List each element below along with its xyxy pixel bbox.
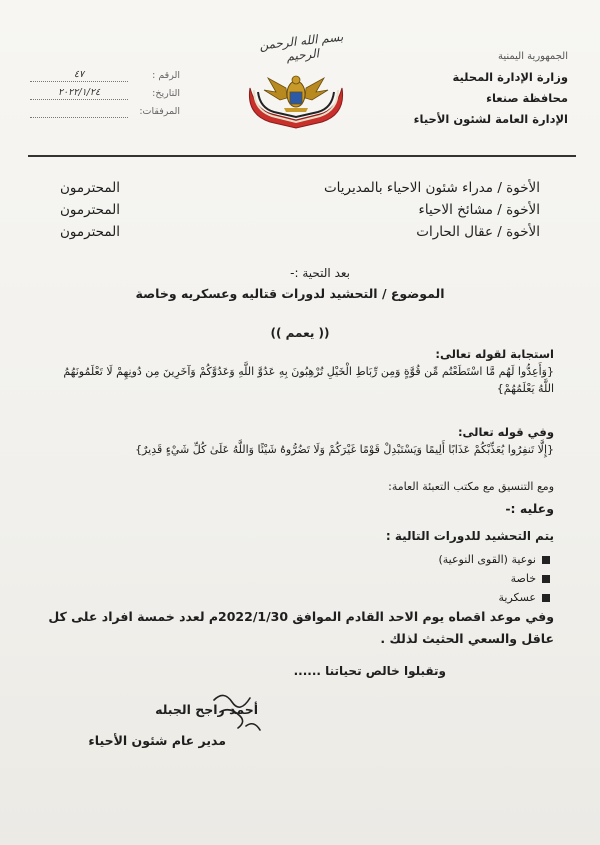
closing-paragraph: وفي موعد اقصاه يوم الاحد القادم الموافق 2022/1/30م لعدد خمسة افراد على كل عاقل والسعي الحثيث لذلك . <box>48 609 554 646</box>
reference-row <box>30 66 180 84</box>
reference-value: ٤٧ <box>30 69 128 82</box>
salutation-honorific: المحترمون <box>60 180 121 196</box>
date-value: ٢٠٢٢/١/٢٤ <box>30 87 128 100</box>
ministry-header <box>368 46 568 130</box>
subject-line: الموضوع / التحشيد لدورات قتاليه وعسكريه وخاصة <box>135 286 445 301</box>
list-item <box>350 588 550 607</box>
quote1-intro: استجابة لقوله تعالى: <box>435 347 554 361</box>
date-label: التاريخ: <box>152 87 180 99</box>
course-label: نوعية (القوى النوعية) <box>438 553 536 566</box>
course-label: خاصة <box>510 572 536 585</box>
thanks-line: وتقبلوا خالص تحياتنا ...... <box>293 664 446 678</box>
course-label: عسكرية <box>498 591 536 604</box>
governorate-name: محافظة صنعاء <box>486 91 568 105</box>
courses-intro: يتم التحشيد للدورات التالية : <box>385 529 554 543</box>
salutation-row <box>60 202 540 224</box>
quote1-paragraph <box>44 346 554 397</box>
date-row <box>30 84 180 102</box>
salutation-honorific: المحترمون <box>60 224 121 240</box>
signer-title: مدير عام شئون الأحياء <box>88 733 226 748</box>
signer-name: أحمد راجح الجبله <box>155 702 258 717</box>
header-divider <box>28 155 576 157</box>
quote2-paragraph <box>44 424 554 458</box>
greeting: بعد التحية :- <box>290 266 350 280</box>
checkbox-icon <box>542 594 550 602</box>
republic-name: الجمهورية اليمنية <box>497 51 568 62</box>
salutations <box>60 180 540 246</box>
reference-label: الرقم : <box>152 69 180 81</box>
therefore-line: وعليه :- <box>505 501 554 516</box>
salutation-honorific: المحترمون <box>60 202 121 218</box>
ministry-name: وزارة الإدارة المحلية <box>452 70 568 84</box>
attachments-value <box>30 105 128 118</box>
courses-list <box>350 550 550 607</box>
checkbox-icon <box>542 556 550 564</box>
checkbox-icon <box>542 575 550 583</box>
list-item <box>350 569 550 588</box>
basmala: بسم الله الرحمن الرحيم <box>258 29 344 64</box>
quote1-text: {وَأَعِدُّوا لَهُم مَّا اسْتَطَعْتُم مِّن قُوَّةٍ وَمِن رِّبَاطِ الْخَيْلِ تُرْهِبُونَ بِهِ عَدُوَّ اللَّهِ وَعَدُوَّكُمْ وَآخَرِينَ مِن دُونِهِمْ لَا تَعْلَمُونَهُمُ اللَّهُ يَعْلَمُهُمْ} <box>63 365 554 395</box>
salutation-recipient: الأخوة / مشائخ الاحياء <box>418 202 540 218</box>
attachments-label: المرفقات: <box>139 105 180 117</box>
quote2-intro: وفي قوله تعالى: <box>457 425 554 439</box>
department-name: الإدارة العامة لشئون الأحياء <box>413 112 568 126</box>
salutation-recipient: الأخوة / مدراء شئون الاحياء بالمديريات <box>323 180 540 196</box>
attachments-row <box>30 102 180 120</box>
list-item <box>350 550 550 569</box>
quote2-text: {إِلَّا تَنفِرُوا يُعَذِّبْكُمْ عَذَابًا أَلِيمًا وَيَسْتَبْدِلْ قَوْمًا غَيْرَكُمْ وَلَا تَضُرُّوهُ شَيْئًا وَاللَّهُ عَلَىٰ كُلِّ شَيْءٍ قَدِيرٌ} <box>135 443 554 456</box>
eagle-emblem-icon <box>240 70 352 130</box>
reference-block <box>30 66 180 120</box>
salutation-recipient: الأخوة / عقال الحارات <box>416 224 540 240</box>
circulate-note: (( يعمم )) <box>270 326 330 340</box>
salutation-row <box>60 180 540 202</box>
coordination-line: ومع التنسيق مع مكتب التعبئة العامة: <box>388 480 554 493</box>
salutation-row <box>60 224 540 246</box>
